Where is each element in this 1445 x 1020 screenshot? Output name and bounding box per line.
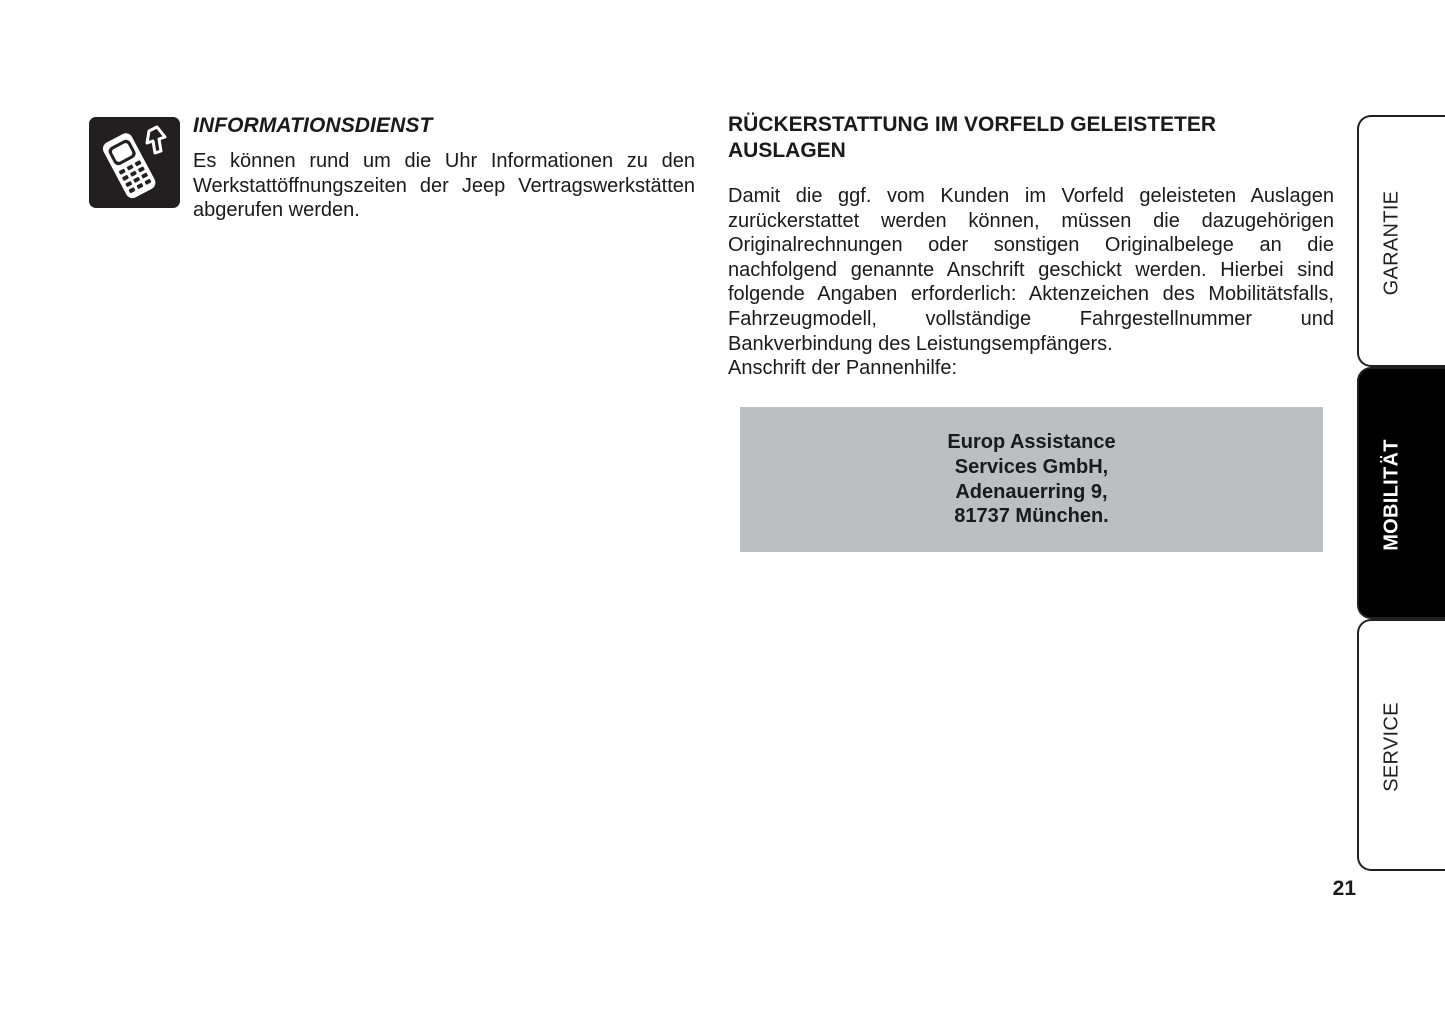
tab-service[interactable] xyxy=(1357,619,1445,871)
section-body: Es können rund um die Uhr Informationen zu den Werkstattöffnungszeiten der Jeep Vertragswerkstätten abgerufen werden. xyxy=(193,150,695,222)
tab-label: MOBILITÄT xyxy=(1380,439,1403,551)
address-line: Services GmbH, xyxy=(954,455,1109,478)
tab-label: GARANTIE xyxy=(1380,190,1403,296)
section-heading: RÜCKERSTATTUNG IM VORFELD GELEISTETER AUSLAGEN xyxy=(728,113,1217,162)
address-intro: Anschrift der Pannenhilfe: xyxy=(728,357,958,380)
tab-label: SERVICE xyxy=(1380,702,1403,792)
section-heading: INFORMATIONSDIENST xyxy=(193,114,433,137)
address-box xyxy=(740,407,1323,552)
info-service-section xyxy=(193,114,695,223)
reimbursement-section xyxy=(728,112,1334,381)
page-number: 21 xyxy=(1332,877,1356,900)
mobile-phone-icon xyxy=(89,117,180,208)
tab-garantie[interactable] xyxy=(1357,115,1445,367)
tab-mobilitaet[interactable] xyxy=(1357,367,1445,619)
address-line: 81737 München. xyxy=(954,505,1109,528)
section-body: Damit die ggf. vom Kunden im Vorfeld geleisteten Auslagen zurückerstattet werden können, müssen die dazugehörigen Originalrechnungen oder sonstigen Originalbelege an die nachfolgend genannte Anschrift geschickt werden. Hierbei sind folgende Angaben erforderlich: Aktenzeichen des Mobilitätsfalls, Fahrzeugmodell, vollständige Fahrgestellnummer und Bankverbindung des Leistungsempfängers. xyxy=(728,185,1334,355)
address-line: Adenauerring 9, xyxy=(955,480,1108,503)
address-line: Europ Assistance xyxy=(947,431,1116,454)
